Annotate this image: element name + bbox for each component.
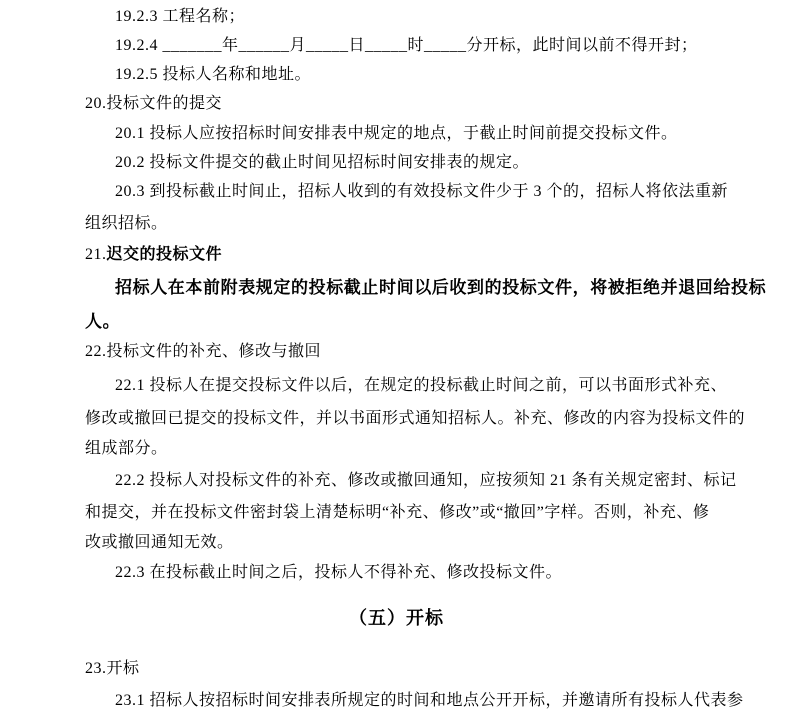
text-line [85, 311, 120, 332]
clause-text: 23.1 招标人按招标时间安排表所规定的时间和地点公开开标，并邀请所有投标人代表参 [115, 692, 744, 709]
clause-text: 组成部分。 [85, 440, 168, 457]
clause-text: （五）开标 [349, 608, 444, 628]
clause-text: 19.2.5 投标人名称和地址。 [115, 66, 312, 83]
clause-number: 20. [85, 95, 107, 112]
clause-text: 和提交，并在投标文件密封袋上清楚标明“补充、修改”或“撤回”字样。否则，补充、修 [85, 504, 710, 521]
clause-text: 22.2 投标人对投标文件的补充、修改或撤回通知，应按须知 21 条有关规定密封、标记 [115, 472, 737, 489]
clause-text: 19.2.3 工程名称； [115, 8, 246, 25]
text-line [115, 562, 562, 583]
clause-text: 投标文件的提交 [106, 95, 223, 112]
text-line [115, 470, 737, 491]
clause-number: 21. [85, 246, 107, 263]
text-line [115, 152, 529, 173]
clause-text: 改或撤回通知无效。 [85, 534, 234, 551]
clause-text: 招标人在本前附表规定的投标截止时间以后收到的投标文件，将被拒绝并退回给投标 [115, 278, 767, 297]
clause-number: 22. [85, 343, 107, 360]
clause-text: 20.3 到投标截止时间止，招标人收到的有效投标文件少于 3 个的，招标人将依法重新 [115, 183, 729, 200]
text-line [85, 438, 168, 459]
clause-text: 组织招标。 [85, 215, 168, 232]
clause-text: 22.3 在投标截止时间之后，投标人不得补充、修改投标文件。 [115, 564, 563, 581]
text-line [85, 658, 140, 679]
clause-number: 23. [85, 660, 107, 677]
text-line [85, 93, 222, 114]
clause-text: 人。 [85, 312, 121, 331]
text-line [85, 532, 234, 553]
text-line [115, 375, 727, 396]
clause-text: 开标 [106, 660, 140, 677]
text-line [115, 277, 766, 298]
clause-text: 20.2 投标文件提交的截止时间见招标时间安排表的规定。 [115, 154, 530, 171]
text-line [85, 341, 321, 362]
text-line [115, 690, 744, 711]
clause-text: 投标文件的补充、修改与撤回 [106, 343, 322, 360]
text-line [115, 64, 311, 85]
clause-text: 19.2.4 _______年______月_____日_____时_____分开标，此时间以前不得开封； [115, 37, 698, 54]
text-line [85, 244, 222, 265]
clause-text: 20.1 投标人应按招标时间安排表中规定的地点，于截止时间前提交投标文件。 [115, 125, 678, 142]
clause-text: 22.1 投标人在提交投标文件以后，在规定的投标截止时间之前，可以书面形式补充、 [115, 377, 728, 394]
text-line [115, 123, 678, 144]
text-line [0, 608, 793, 629]
text-line [115, 6, 245, 27]
text-line [85, 502, 709, 523]
text-line [85, 213, 168, 234]
clause-text: 修改或撤回已提交的投标文件，并以书面形式通知招标人。补充、修改的内容为投标文件的 [85, 410, 746, 427]
text-line [115, 35, 698, 56]
clause-text: 迟交的投标文件 [106, 246, 223, 263]
text-line [115, 181, 728, 202]
text-line [85, 408, 745, 429]
